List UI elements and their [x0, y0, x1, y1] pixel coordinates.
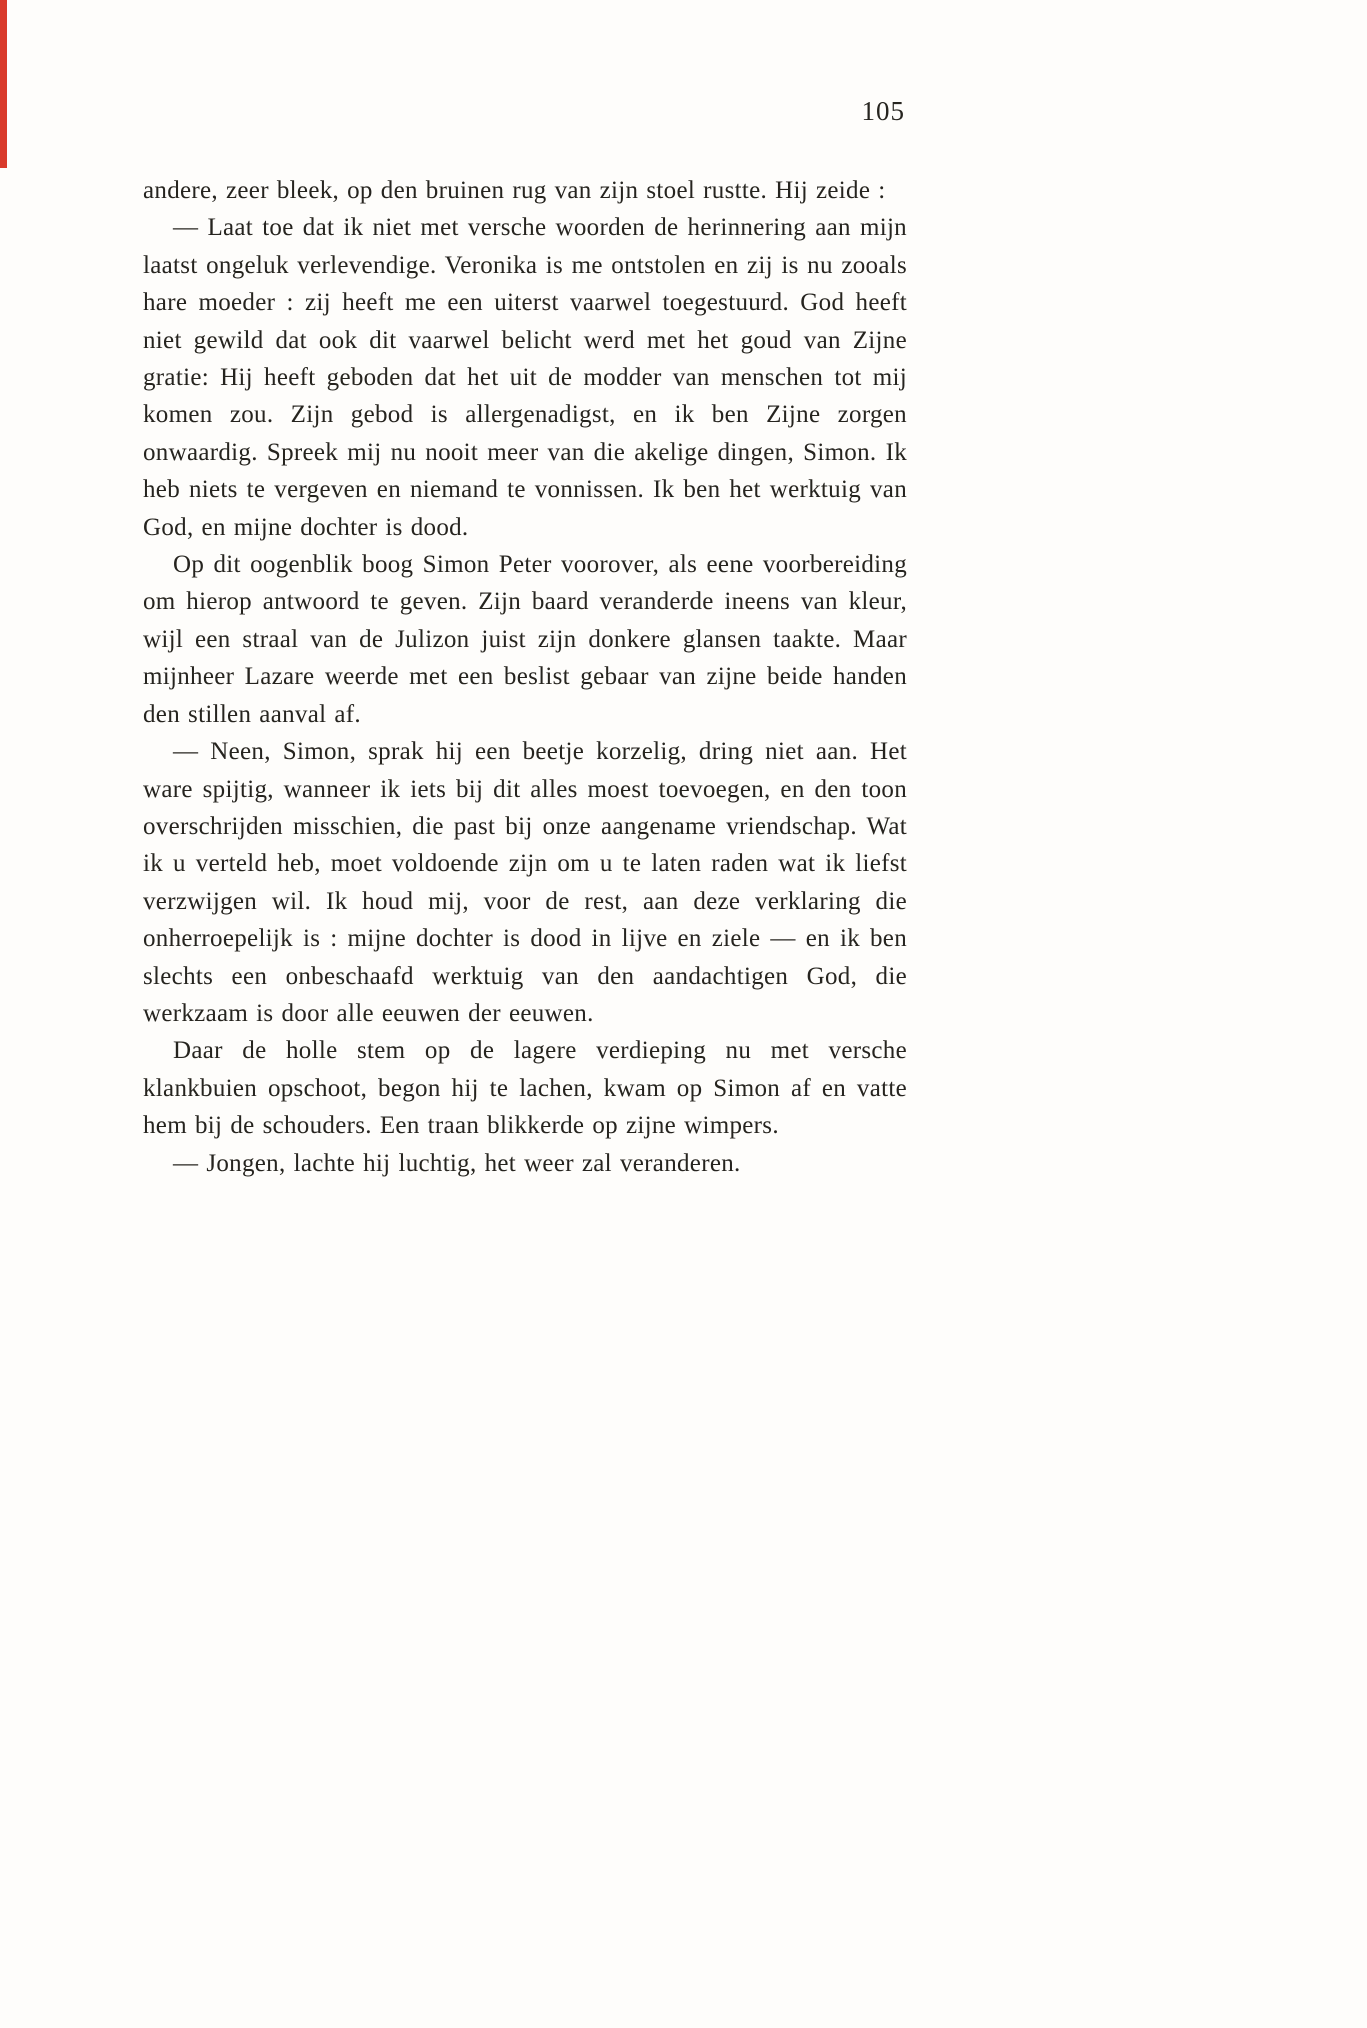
- page-number: 105: [861, 96, 905, 126]
- text-block: [143, 172, 907, 1182]
- paragraph-continuation: andere, zeer bleek, op den bruinen rug van zijn stoel rustte. Hij zeide :: [143, 177, 886, 204]
- paragraph-narration: Daar de holle stem op de lagere verdieping nu met versche klankbuien opschoot, begon hij te lachen, kwam op Simon af en vatte hem bij de schouders. Een traan blikkerde op zijne wimpers.: [143, 1037, 907, 1140]
- paragraph-dialogue: — Laat toe dat ik niet met versche woorden de herinnering aan mijn laatst ongeluk verlevendige. Veronika is me ontstolen en zij is nu zooals hare moeder : zij heeft me een uiterst vaarwel toegestuurd. God heeft niet gewild dat ook dit vaarwel belicht werd met het goud van Zijne gratie: Hij heeft geboden dat het uit de modder van menschen tot mij komen zou. Zijn gebod is allergenadigst, en ik ben Zijne zorgen onwaardig. Spreek mij nu nooit meer van die akelige dingen, Simon. Ik heb niets te vergeven en niemand te vonnissen. Ik ben het werktuig van God, en mijne dochter is dood.: [143, 214, 907, 541]
- paragraph-dialogue: — Jongen, lachte hij luchtig, het weer zal veranderen.: [173, 1149, 741, 1177]
- paragraph-narration: Op dit oogenblik boog Simon Peter voorover, als eene voorbereiding om hierop antwoord te geven. Zijn baard veranderde ineens van kleur, wijl een straal van de Julizon juist zijn donkere glansen taakte. Maar mijnheer Lazare weerde met een beslist gebaar van zijne beide handen den stillen aanval af.: [143, 551, 907, 728]
- scan-artifact-red-line: [0, 0, 7, 168]
- paragraph-dialogue: — Neen, Simon, sprak hij een beetje korzelig, dring niet aan. Het ware spijtig, wanneer ik iets bij dit alles moest toevoegen, en den toon overschrijden misschien, die past bij onze aangename vriendschap. Wat ik u verteld heb, moet voldoende zijn om u te laten raden wat ik liefst verzwijgen wil. Ik houd mij, voor de rest, aan deze verklaring die onherroepelijk is : mijne dochter is dood in lijve en ziele — en ik ben slechts een onbeschaafd werktuig van den aandachtigen God, die werkzaam is door alle eeuwen der eeuwen.: [143, 738, 907, 1027]
